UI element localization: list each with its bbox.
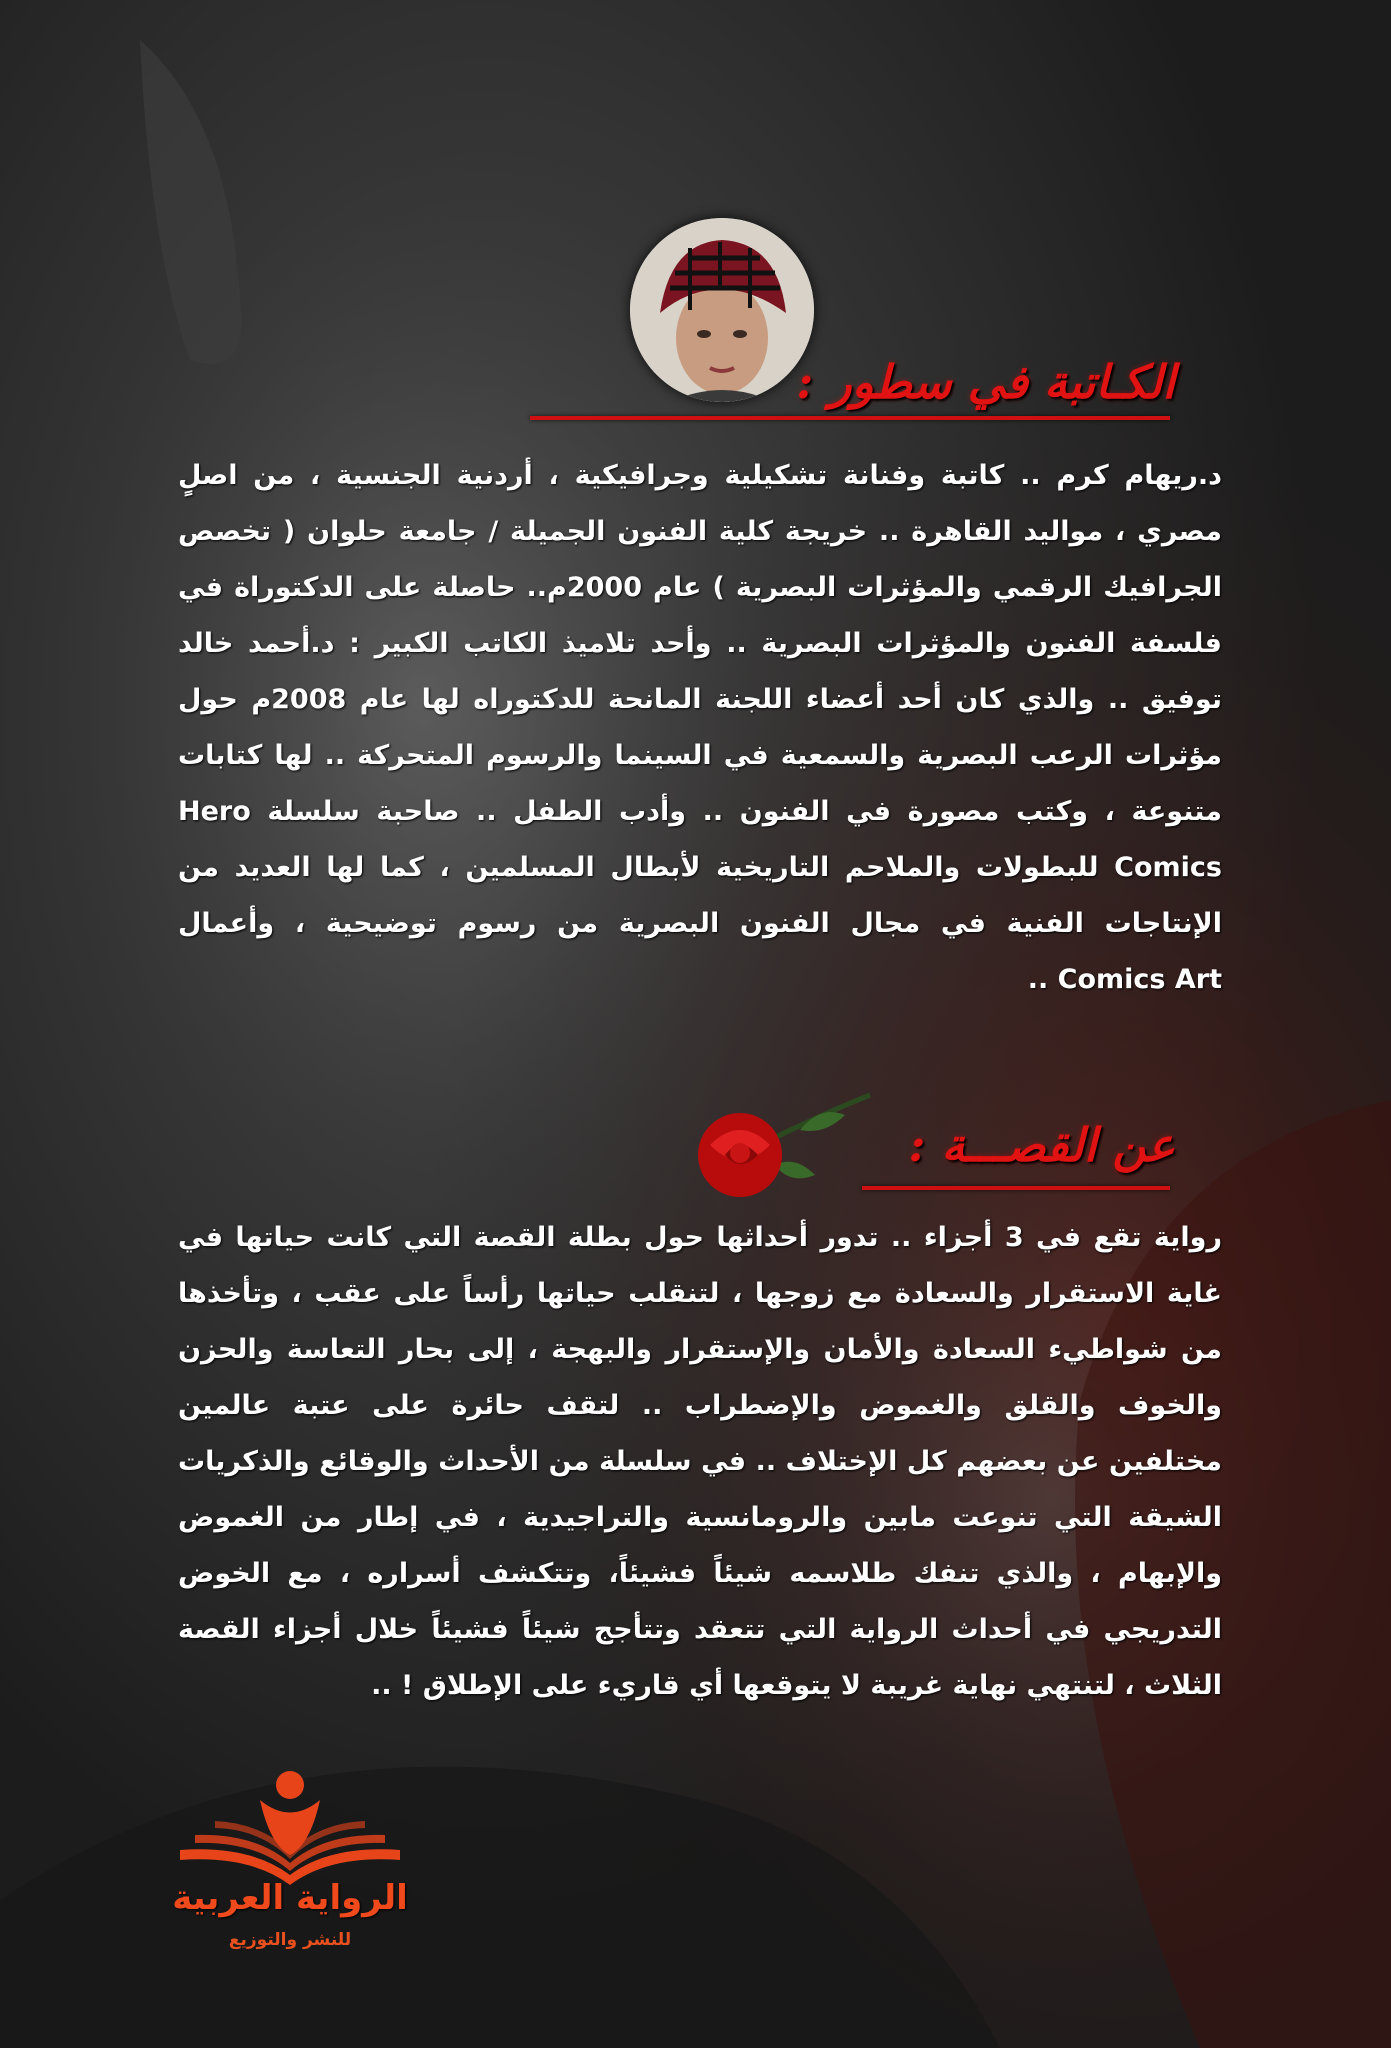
story-text-body: رواية تقع في 3 أجزاء .. تدور أحداثها حول بطلة القصة التي كانت حياتها في غاية الاستقرار والسعادة مع زوجها ، لتنقلب حياتها رأساً على عقب ، وتأخذها من شواطيء السعادة والأمان والإستقرار والبهجة ، إلى بحار التعاسة والحزن والخوف والقلق والغموض والإضطراب .. لتقف حائرة على عتبة عالمين مختلفين عن بعضهم كل الإختلاف .. في سلسلة من الأحداث والوقائع والذكريات الشيقة التي تنوعت مابين والرومانسية والتراجيدية ، في إطار من الغموض والإبهام ، والذي تنفك طلاسمه شيئاً فشيئاً، وتتكشف أسراره ، مع الخوض التدريجي في أحداث الرواية التي تتعقد وتتأجج شيئاً فشيئاً خلال أجزاء القصة الثلاث ، لتنتهي نهاية غريبة لا يتوقعها أي قاريء على الإطلاق ! .. — [178, 1222, 1222, 1701]
story-text — [178, 1210, 1222, 1714]
author-bio-text: د.ريهام كرم .. كاتبة وفنانة تشكيلية وجرافيكية ، أردنية الجنسية ، من اصلٍ مصري ، مواليد القاهرة .. خريجة كلية الفنون الجميلة / جامعة حلوان ( تخصص الجرافيك الرقمي والمؤثرات البصرية ) عام 2000م.. حاصلة على الدكتوراة في فلسفة الفنون والمؤثرات البصرية .. وأحد تلاميذ الكاتب الكبير : د.أحمد خالد توفيق .. والذي كان أحد أعضاء اللجنة المانحة للدكتوراه لها عام 2008م حول مؤثرات الرعب البصرية والسمعية في السينما والرسوم المتحركة .. لها كتابات متنوعة ، وكتب مصورة في الفنون .. وأدب الطفل .. صاحبة سلسلة Hero Comics للبطولات والملاحم التاريخية لأبطال المسلمين ، كما لها العديد من الإنتاجات الفنية في مجال الفنون البصرية من رسوم توضيحية ، وأعمال Comics Art .. — [178, 460, 1222, 995]
publisher-subtitle: للنشر والتوزيع — [228, 1930, 352, 1950]
rose-icon — [680, 1075, 880, 1215]
story-heading: عن القصـــة : — [908, 1118, 1175, 1172]
author-bio — [178, 448, 1222, 1008]
author-portrait-icon — [630, 218, 814, 402]
story-heading-rule — [862, 1186, 1170, 1190]
author-photo — [630, 218, 814, 402]
author-heading: الكـاتبة في سطور : — [796, 355, 1175, 409]
author-heading-rule — [530, 416, 1170, 420]
publisher-name: الرواية العربية — [172, 1878, 408, 1918]
